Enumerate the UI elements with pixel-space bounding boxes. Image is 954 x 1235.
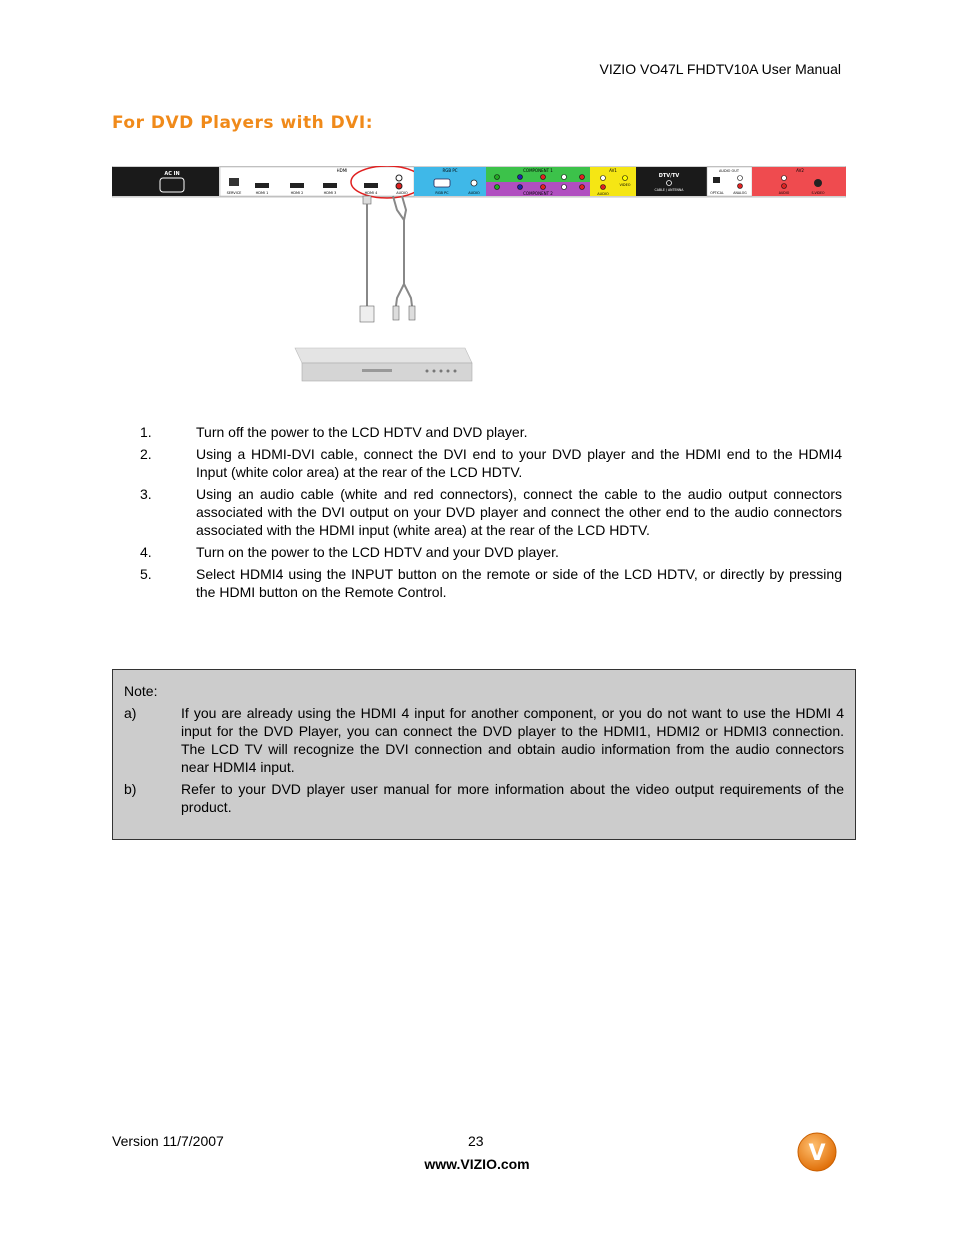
hdmi-audio-white-jack-icon (396, 175, 402, 181)
hdmi2-port-icon (290, 183, 304, 188)
hdmi4-port-icon (364, 183, 378, 188)
cable-antenna-label: CABLE / ANTENNA (654, 188, 684, 192)
audio-out-label: AUDIO OUT (718, 169, 740, 173)
comp2-pb-jack-icon (518, 185, 523, 190)
hdmi3-port-icon (323, 183, 337, 188)
note-text: If you are already using the HDMI 4 input for another component, or you do not want to use the HDMI 4 input for the DVD Player, you can connect the DVD player to the HDMI1, HDMI2 or HDMI3 connection. The LCD TV will recognize the DVI connection and obtain audio information from the audio connectors near HDMI4 input. (181, 705, 844, 775)
hdmi4-label: HDMI 4 (364, 191, 378, 195)
comp1-pr-jack-icon (541, 175, 546, 180)
note-item (124, 780, 844, 816)
comp1-l-jack-icon (562, 175, 567, 180)
comp2-l-jack-icon (562, 185, 567, 190)
rgb-pc-port-label: RGB PC (435, 191, 449, 195)
step-text: Using a HDMI-DVI cable, connect the DVI end to your DVD player and the HDMI end to the HDMI4 Input (white color area) at the rear of the LCD HDTV. (196, 446, 842, 480)
note-box (112, 669, 856, 840)
connection-diagram (112, 166, 846, 388)
service-label: SERVICE (226, 191, 242, 195)
av1-video-jack-icon (623, 176, 628, 181)
step-text: Using an audio cable (white and red connectors), connect the cable to the audio output connectors associated with the DVI output on your DVD player and connect the other end to the audio connectors associated with the HDMI input (white area) at the rear of the LCD HDTV. (196, 486, 842, 538)
note-letter: a) (124, 705, 137, 721)
component2-label: COMPONENT 2 (523, 191, 553, 196)
comp1-y-jack-icon (495, 175, 500, 180)
step-number: 5. (140, 566, 152, 582)
dvd-player-image (295, 348, 472, 381)
hdmi2-label: HDMI 2 (290, 191, 304, 195)
step-item (112, 423, 842, 441)
optical-label: OPTICAL (710, 191, 724, 195)
dtv-label: DTV/TV (658, 173, 680, 179)
vizio-logo-icon (796, 1131, 838, 1173)
rgb-audio-jack-icon (471, 180, 477, 186)
comp2-y-jack-icon (495, 185, 500, 190)
step-number: 1. (140, 424, 152, 440)
instruction-steps (112, 423, 842, 605)
av1-video-label: VIDEO (619, 183, 631, 187)
footer-version: Version 11/7/2007 (112, 1133, 224, 1149)
av2-label: AV2 (796, 168, 804, 173)
step-text: Turn on the power to the LCD HDTV and your DVD player. (196, 544, 559, 560)
note-text: Refer to your DVD player user manual for more information about the video output requirements of the product. (181, 781, 844, 815)
av2-r-jack-icon (782, 184, 787, 189)
hdmi-dvi-cable (360, 196, 374, 322)
av1-label: AV1 (609, 168, 617, 173)
av1-r-jack-icon (601, 185, 606, 190)
vga-port-icon (434, 179, 450, 187)
comp2-r-jack-icon (580, 185, 585, 190)
comp1-r-jack-icon (580, 175, 585, 180)
av2-svideo-label: S-VIDEO (811, 191, 825, 195)
rgb-audio-label: AUDIO (468, 191, 480, 195)
section-heading: For DVD Players with DVI: (112, 113, 374, 133)
note-title: Note: (124, 683, 158, 699)
analog-l-jack-icon (738, 176, 743, 181)
hdmi1-port-icon (255, 183, 269, 188)
step-number: 3. (140, 486, 152, 502)
hdmi-panel (220, 167, 414, 196)
note-letter: b) (124, 781, 137, 797)
hdmi-audio-label: AUDIO (396, 191, 408, 195)
svideo-port-icon (814, 179, 822, 187)
step-text: Select HDMI4 using the INPUT button on the remote or side of the LCD HDTV, or directly by pressing the HDMI button on the Remote Control. (196, 566, 842, 600)
av2-audio-label: AUDIO (778, 191, 790, 195)
av1-audio-label: AUDIO (597, 192, 609, 196)
ac-in-label: AC IN (164, 171, 180, 177)
step-item (112, 485, 842, 539)
optical-port-icon (713, 177, 720, 183)
analog-label: ANALOG (733, 191, 747, 195)
comp2-pr-jack-icon (541, 185, 546, 190)
logo-letter: V (808, 1141, 826, 1166)
step-item (112, 445, 842, 481)
component1-label: COMPONENT 1 (523, 168, 553, 173)
step-number: 2. (140, 446, 152, 462)
service-port-icon (229, 178, 239, 186)
page-number: 23 (468, 1133, 484, 1149)
hdmi-group-label: HDMI (336, 168, 348, 173)
av1-l-jack-icon (601, 176, 606, 181)
footer-url: www.VIZIO.com (424, 1156, 530, 1172)
comp1-pb-jack-icon (518, 175, 523, 180)
note-item (124, 704, 844, 776)
hdmi1-label: HDMI 1 (255, 191, 269, 195)
manual-title: VIZIO VO47L FHDTV10A User Manual (599, 61, 841, 77)
hdmi-audio-red-jack-icon (396, 183, 402, 189)
step-item (112, 543, 842, 561)
step-item (112, 565, 842, 601)
step-number: 4. (140, 544, 152, 560)
analog-r-jack-icon (738, 184, 743, 189)
hdmi3-label: HDMI 3 (323, 191, 337, 195)
step-text: Turn off the power to the LCD HDTV and DVD player. (196, 424, 528, 440)
av2-l-jack-icon (782, 176, 787, 181)
rgb-pc-label: RGB PC (442, 168, 458, 173)
audio-cable (393, 196, 415, 320)
